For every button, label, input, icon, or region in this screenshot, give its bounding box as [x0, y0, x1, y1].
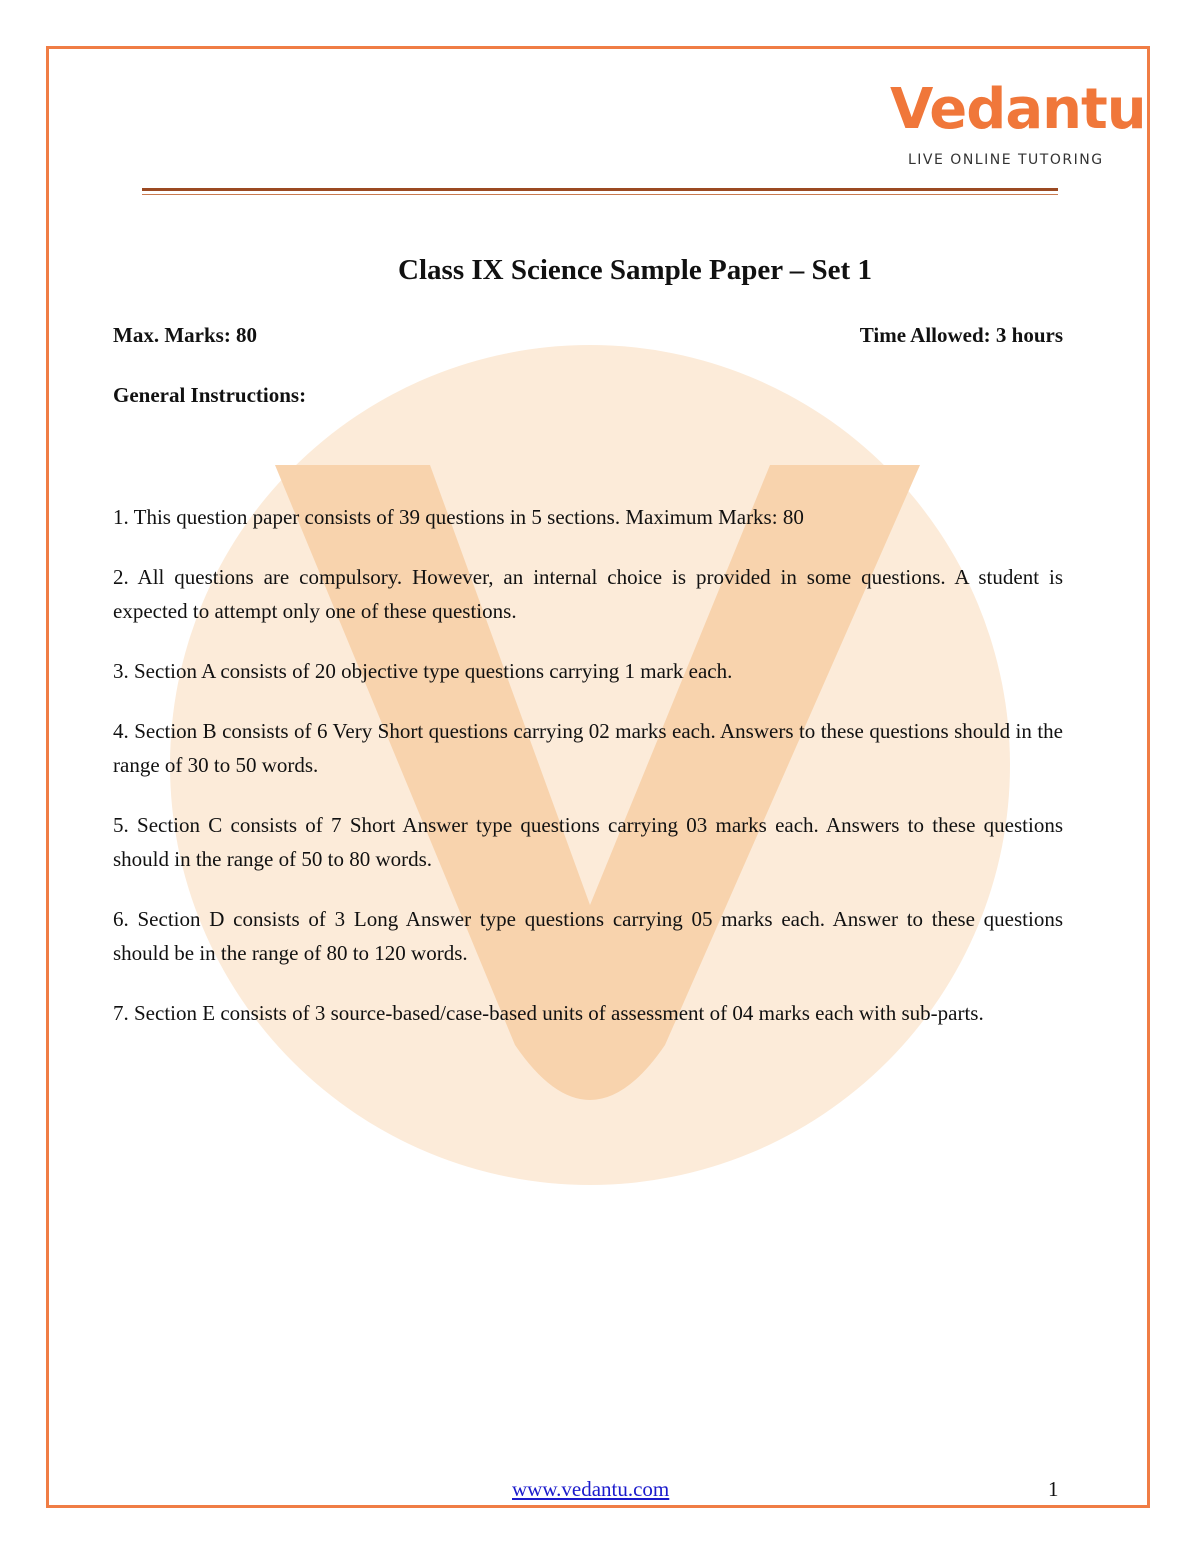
logo-brand: Vedantu	[890, 77, 1146, 142]
page-number: 1	[1048, 1477, 1059, 1501]
logo-tagline: LIVE ONLINE TUTORING	[908, 152, 1104, 168]
instructions-list	[113, 500, 1063, 1056]
paper-title: Class IX Science Sample Paper – Set 1	[398, 254, 872, 286]
instruction-item: 1. This question paper consists of 39 questions in 5 sections. Maximum Marks: 80	[113, 505, 804, 529]
instruction-item: 4. Section B consists of 6 Very Short questions carrying 02 marks each. Answers to these questions should in the range of 30 to 50 words.	[113, 719, 1063, 777]
instruction-item: 2. All questions are compulsory. However, an internal choice is provided in some questions. A student is expected to attempt only one of these questions.	[113, 565, 1063, 623]
instruction-item: 7. Section E consists of 3 source-based/case-based units of assessment of 04 marks each with sub-parts.	[113, 1001, 984, 1025]
header-rule	[142, 188, 1058, 191]
vedantu-logo	[890, 72, 1146, 182]
instructions-heading: General Instructions:	[113, 383, 307, 407]
instruction-item: 6. Section D consists of 3 Long Answer type questions carrying 05 marks each. Answer to these questions should be in the range of 80 to 120 words.	[113, 907, 1063, 965]
time-allowed: Time Allowed: 3 hours	[859, 323, 1063, 347]
header-rule-thin	[142, 194, 1058, 195]
max-marks: Max. Marks: 80	[113, 323, 258, 347]
footer-website-link[interactable]: www.vedantu.com	[512, 1477, 670, 1501]
instruction-item: 3. Section A consists of 20 objective type questions carrying 1 mark each.	[113, 659, 733, 683]
instruction-item: 5. Section C consists of 7 Short Answer type questions carrying 03 marks each. Answers to these questions should in the range of 50 to 80 words.	[113, 813, 1063, 871]
